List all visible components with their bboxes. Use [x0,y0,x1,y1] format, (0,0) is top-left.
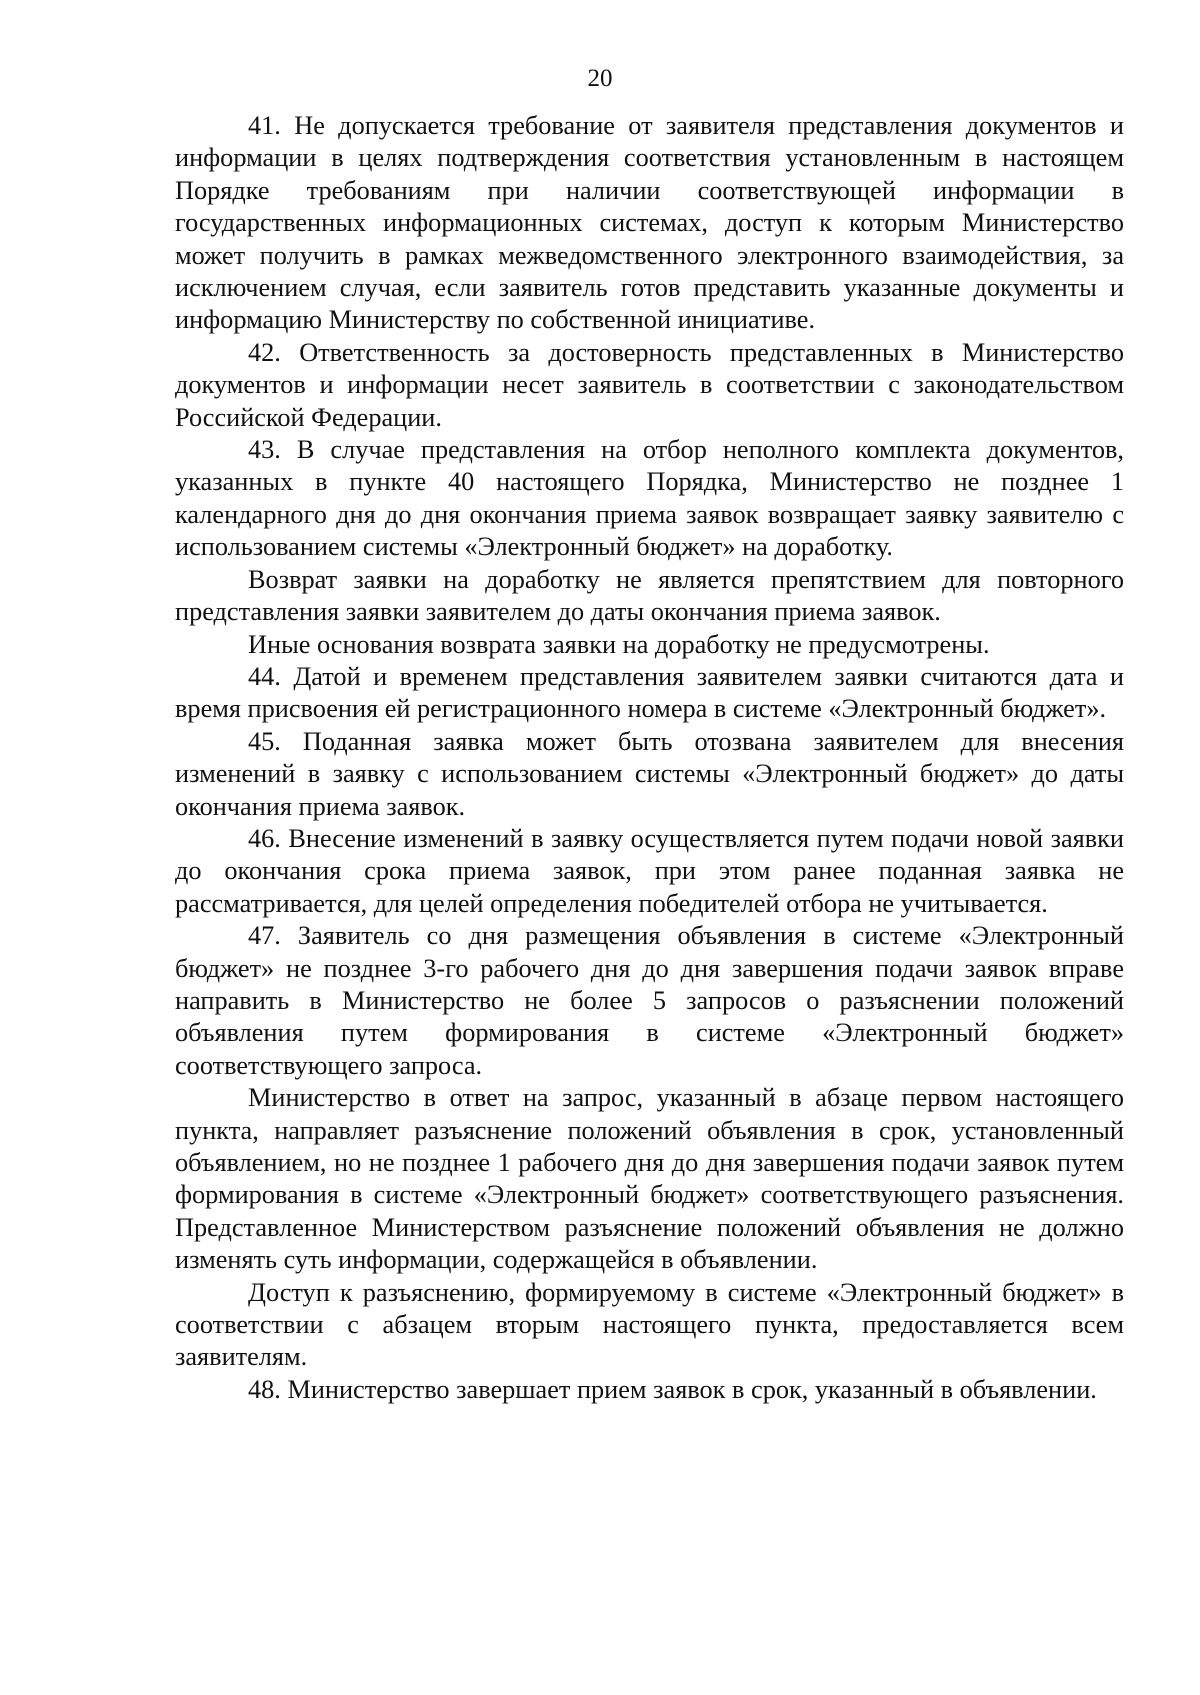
page-number: 20 [587,65,613,92]
paragraph-48: 48. Министерство завершает прием заявок в срок, указанный в объявлении. [248,1374,1097,1404]
paragraph-41: 41. Не допускается требование от заявителя представления документов и информации в целях подтверждения соответствия установленным в настоящем Порядке требованиям при наличии соответствующей информации в государственных информационных системах, доступ к которым Министерство может получить в рамках межведомственного электронного взаимодействия, за исключением случая, если заявитель готов представить указанные документы и информацию Министерству по собственной инициативе. [175,111,1124,335]
paragraph-42: 42. Ответственность за достоверность представленных в Министерство документов и информации несет заявитель в соответствии с законодательством Российской Федерации. [175,337,1124,432]
paragraph-46: 46. Внесение изменений в заявку осуществляется путем подачи новой заявки до окончания срока приема заявок, при этом ранее поданная заявка не рассматривается, для целей определения победителей отбора не учитывается. [175,823,1124,918]
paragraph-47: 47. Заявитель со дня размещения объявления в системе «Электронный бюджет» не позднее 3-го рабочего дня до дня завершения подачи заявок вправе направить в Министерство не более 5 запросов о разъяснении положений объявления путем формирования в системе «Электронный бюджет» соответствующего запроса. [175,921,1124,1080]
paragraph-43-other-grounds: Иные основания возврата заявки на доработку не предусмотрены. [248,629,990,659]
document-body [175,110,1124,1406]
paragraph-47-response: Министерство в ответ на запрос, указанный в абзаце первом настоящего пункта, направляет разъяснение положений объявления в срок, установленный объявлением, но не позднее 1 рабочего дня до дня завершения подачи заявок путем формирования в системе «Электронный бюджет» соответствующего разъяснения. Представленное Министерством разъяснение положений объявления не должно изменять суть информации, содержащейся в объявлении. [175,1083,1124,1275]
paragraph-43-return: Возврат заявки на доработку не является препятствием для повторного представления заявки заявителем до даты окончания приема заявок. [175,564,1124,627]
paragraph-44: 44. Датой и временем представления заявителем заявки считаются дата и время присвоения ей регистрационного номера в системе «Электронный бюджет». [175,661,1124,724]
paragraph-47-access: Доступ к разъяснению, формируемому в системе «Электронный бюджет» в соответствии с абзацем вторым настоящего пункта, предоставляется всем заявителям. [175,1277,1124,1372]
paragraph-45: 45. Поданная заявка может быть отозвана заявителем для внесения изменений в заявку с использованием системы «Электронный бюджет» до даты окончания приема заявок. [175,726,1124,821]
paragraph-43: 43. В случае представления на отбор неполного комплекта документов, указанных в пункте 40 настоящего Порядка, Министерство не позднее 1 календарного дня до дня окончания приема заявок возвращает заявку заявителю с использованием системы «Электронный бюджет» на доработку. [175,435,1124,562]
